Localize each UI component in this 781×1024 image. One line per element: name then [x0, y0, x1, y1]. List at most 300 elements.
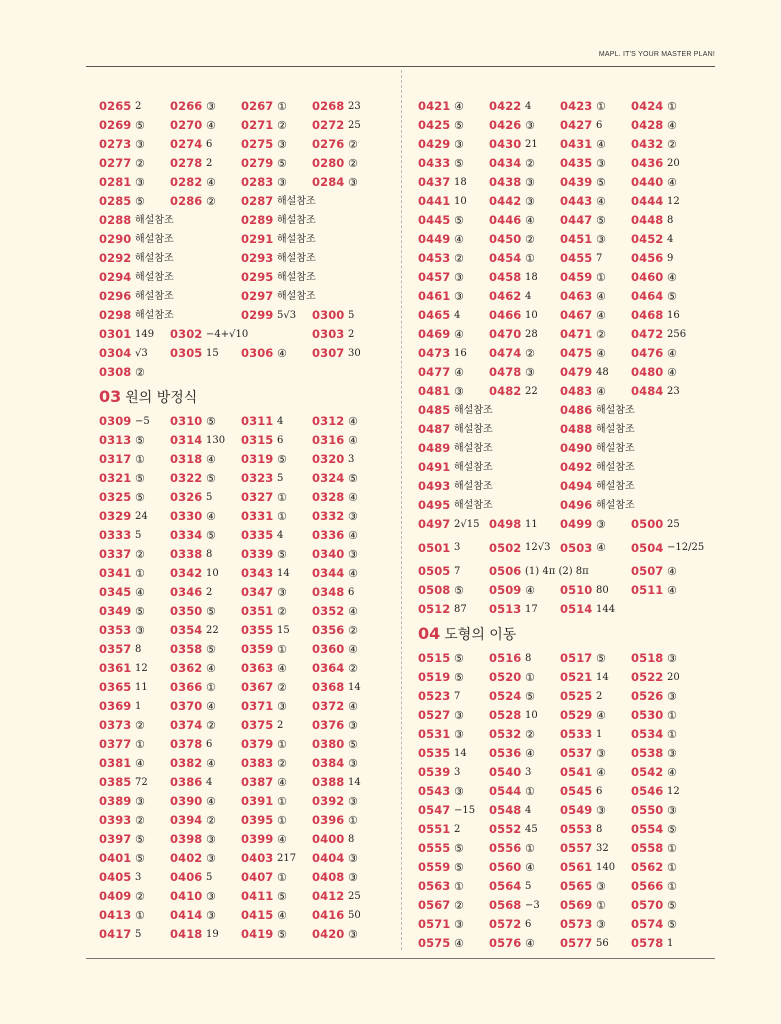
problem-number: 0356	[312, 623, 345, 637]
problem-number: 0501	[418, 541, 451, 555]
answer-value: ⑤	[667, 918, 677, 931]
problem-number: 0382	[170, 756, 203, 770]
problem-number: 0488	[560, 422, 593, 436]
problem-number: 0539	[418, 765, 451, 779]
answer-value: 25	[348, 891, 361, 902]
problem-number: 0368	[312, 680, 345, 694]
answer-value: ②	[596, 328, 606, 341]
problem-number: 0438	[489, 175, 522, 189]
answer-value: 2	[277, 720, 284, 731]
answer-value: ④	[667, 119, 677, 132]
answer-row	[418, 649, 718, 668]
answer-value: 22	[525, 386, 538, 397]
problem-number: 0419	[241, 927, 274, 941]
problem-number: 0510	[560, 583, 593, 597]
problem-number: 0349	[99, 604, 132, 618]
answer-row	[99, 526, 394, 545]
problem-number: 0282	[170, 175, 203, 189]
answer-value: 14	[348, 777, 361, 788]
answer-row	[99, 116, 394, 135]
problem-number: 0503	[560, 541, 593, 555]
problem-number: 0548	[489, 803, 522, 817]
answer-value: ⑤	[454, 119, 464, 132]
answer-value: ④	[206, 453, 216, 466]
answer-value: ⑤	[667, 823, 677, 836]
problem-number: 0502	[489, 541, 522, 555]
answer-value: ③	[454, 385, 464, 398]
answer-value: 16	[667, 310, 680, 321]
answer-value: 해설참조	[135, 291, 174, 302]
answer-value: 12	[667, 196, 680, 207]
problem-number: 0293	[241, 251, 274, 265]
problem-number: 0357	[99, 642, 132, 656]
answer-value: 5√3	[277, 310, 297, 321]
answer-value: ③	[525, 366, 535, 379]
problem-number: 0350	[170, 604, 203, 618]
problem-number: 0493	[418, 479, 451, 493]
answer-value: 6	[596, 786, 603, 797]
problem-number: 0343	[241, 566, 274, 580]
problem-number: 0446	[489, 213, 522, 227]
answer-value: 14	[348, 682, 361, 693]
answer-value: 12√3	[525, 542, 551, 553]
problem-number: 0272	[312, 118, 345, 132]
answer-value: 17	[525, 604, 538, 615]
problem-number: 0555	[418, 841, 451, 855]
problem-number: 0456	[631, 251, 664, 265]
problem-number: 0339	[241, 547, 274, 561]
answer-row	[418, 581, 718, 600]
answer-row	[99, 431, 394, 450]
answer-value: ⑤	[348, 472, 358, 485]
answer-value: ③	[454, 918, 464, 931]
answer-value: ①	[667, 880, 677, 893]
answer-value: ②	[277, 681, 287, 694]
problem-number: 0324	[312, 471, 345, 485]
problem-number: 0367	[241, 680, 274, 694]
problem-number: 0517	[560, 651, 593, 665]
answer-value: ⑤	[454, 214, 464, 227]
problem-number: 0410	[170, 889, 203, 903]
problem-number: 0266	[170, 99, 203, 113]
problem-number: 0418	[170, 927, 203, 941]
answer-value: ②	[667, 138, 677, 151]
answer-row	[99, 564, 394, 583]
answer-value: 8	[667, 215, 674, 226]
answer-value: 6	[206, 139, 213, 150]
problem-number: 0492	[560, 460, 593, 474]
answer-value: ④	[277, 662, 287, 675]
answer-value: ①	[135, 738, 145, 751]
problem-number: 0308	[99, 365, 132, 379]
problem-number: 0507	[631, 564, 664, 578]
answer-value: ④	[667, 766, 677, 779]
answer-value: ⑤	[525, 690, 535, 703]
problem-number: 0399	[241, 832, 274, 846]
answer-row	[418, 325, 718, 344]
answer-value: 144	[596, 604, 616, 615]
answer-row	[99, 211, 394, 230]
answer-value: ②	[454, 252, 464, 265]
answer-value: ⑤	[454, 652, 464, 665]
answer-value: ③	[348, 510, 358, 523]
problem-number: 0420	[312, 927, 345, 941]
problem-number: 0528	[489, 708, 522, 722]
problem-number: 0516	[489, 651, 522, 665]
answer-value: 8	[596, 824, 603, 835]
answer-value: ⑤	[277, 453, 287, 466]
answer-row	[418, 801, 718, 820]
problem-number: 0457	[418, 270, 451, 284]
answer-value: 해설참조	[277, 215, 316, 226]
answer-value: 11	[525, 519, 538, 530]
answer-value: ③	[454, 728, 464, 741]
problem-number: 0336	[312, 528, 345, 542]
problem-number: 0285	[99, 194, 132, 208]
top-rule	[86, 66, 715, 67]
problem-number: 0347	[241, 585, 274, 599]
answer-value: 4	[277, 530, 284, 541]
problem-number: 0552	[489, 822, 522, 836]
answer-value: ④	[206, 176, 216, 189]
problem-number: 0527	[418, 708, 451, 722]
answer-row	[418, 877, 718, 896]
problem-number: 0391	[241, 794, 274, 808]
answer-value: ⑤	[135, 195, 145, 208]
problem-number: 0340	[312, 547, 345, 561]
answer-row	[418, 287, 718, 306]
answer-value: (1) 4π (2) 8π	[525, 566, 589, 577]
answer-value: ④	[525, 937, 535, 950]
problem-number: 0330	[170, 509, 203, 523]
answer-row	[418, 534, 718, 562]
answer-value: ③	[454, 709, 464, 722]
answer-row	[418, 458, 718, 477]
problem-number: 0274	[170, 137, 203, 151]
problem-number: 0283	[241, 175, 274, 189]
answer-value: 256	[667, 329, 687, 340]
answer-value: 24	[135, 511, 148, 522]
problem-number: 0303	[312, 327, 345, 341]
problem-number: 0442	[489, 194, 522, 208]
answer-value: 해설참조	[135, 253, 174, 264]
problem-number: 0265	[99, 99, 132, 113]
problem-number: 0309	[99, 414, 132, 428]
problem-number: 0430	[489, 137, 522, 151]
answer-row	[99, 754, 394, 773]
problem-number: 0567	[418, 898, 451, 912]
answer-value: ③	[596, 918, 606, 931]
problem-number: 0556	[489, 841, 522, 855]
problem-number: 0352	[312, 604, 345, 618]
answer-value: ④	[206, 700, 216, 713]
answer-value: 해설참조	[454, 424, 493, 435]
problem-number: 0469	[418, 327, 451, 341]
problem-number: 0519	[418, 670, 451, 684]
problem-number: 0550	[631, 803, 664, 817]
answer-value: ④	[277, 347, 287, 360]
problem-number: 0470	[489, 327, 522, 341]
problem-number: 0471	[560, 327, 593, 341]
answer-value: ①	[667, 728, 677, 741]
answer-value: ⑤	[206, 529, 216, 542]
problem-number: 0509	[489, 583, 522, 597]
problem-number: 0380	[312, 737, 345, 751]
answer-value: 해설참조	[135, 215, 174, 226]
problem-number: 0407	[241, 870, 274, 884]
problem-number: 0374	[170, 718, 203, 732]
problem-number: 0424	[631, 99, 664, 113]
problem-number: 0520	[489, 670, 522, 684]
problem-number: 0390	[170, 794, 203, 808]
answer-row	[99, 344, 394, 363]
problem-number: 0484	[631, 384, 664, 398]
answer-value: ②	[348, 157, 358, 170]
problem-number: 0523	[418, 689, 451, 703]
answer-value: ⑤	[454, 584, 464, 597]
problem-number: 0394	[170, 813, 203, 827]
problem-number: 0411	[241, 889, 274, 903]
answer-value: ③	[454, 290, 464, 303]
answer-value: 1	[667, 938, 674, 949]
answer-row	[418, 687, 718, 706]
answer-value: 19	[206, 929, 219, 940]
problem-number: 0306	[241, 346, 274, 360]
problem-number: 0315	[241, 433, 274, 447]
answer-value: ①	[135, 567, 145, 580]
problem-number: 0302	[170, 327, 203, 341]
answer-value: ②	[135, 814, 145, 827]
answer-value: ③	[206, 890, 216, 903]
answer-value: ④	[667, 584, 677, 597]
answer-value: 18	[454, 177, 467, 188]
problem-number: 0544	[489, 784, 522, 798]
answer-row	[99, 583, 394, 602]
problem-number: 0398	[170, 832, 203, 846]
answer-value: ⑤	[135, 434, 145, 447]
answer-value: 217	[277, 853, 297, 864]
problem-number: 0312	[312, 414, 345, 428]
problem-number: 0365	[99, 680, 132, 694]
problem-number: 0346	[170, 585, 203, 599]
answer-value: ①	[277, 738, 287, 751]
answer-value: ⑤	[596, 652, 606, 665]
problem-number: 0537	[560, 746, 593, 760]
answer-row	[99, 154, 394, 173]
problem-number: 0406	[170, 870, 203, 884]
answer-value: ②	[135, 719, 145, 732]
answer-row	[99, 849, 394, 868]
answer-value: ⑤	[135, 852, 145, 865]
answer-value: 4	[206, 777, 213, 788]
answer-value: ④	[454, 366, 464, 379]
answer-value: 해설참조	[277, 291, 316, 302]
answer-row	[99, 773, 394, 792]
answer-value: ③	[206, 833, 216, 846]
answer-value: ④	[667, 366, 677, 379]
problem-number: 0412	[312, 889, 345, 903]
answer-value: ③	[206, 852, 216, 865]
answer-value: 5	[525, 881, 532, 892]
answer-row	[99, 507, 394, 526]
answer-value: ⑤	[206, 643, 216, 656]
problem-number: 0436	[631, 156, 664, 170]
answer-value: ③	[277, 138, 287, 151]
answer-row	[99, 716, 394, 735]
answer-value: ②	[277, 605, 287, 618]
problem-number: 0474	[489, 346, 522, 360]
answer-value: ④	[454, 937, 464, 950]
answer-value: 3	[525, 767, 532, 778]
problem-number: 0338	[170, 547, 203, 561]
answer-value: ④	[667, 565, 677, 578]
answer-value: ①	[277, 643, 287, 656]
problem-number: 0468	[631, 308, 664, 322]
problem-number: 0499	[560, 517, 593, 531]
problem-number: 0278	[170, 156, 203, 170]
problem-number: 0536	[489, 746, 522, 760]
problem-number: 0311	[241, 414, 274, 428]
problem-number: 0577	[560, 936, 593, 950]
problem-number: 0452	[631, 232, 664, 246]
problem-number: 0307	[312, 346, 345, 360]
problem-number: 0353	[99, 623, 132, 637]
answer-row	[418, 344, 718, 363]
answer-value: ①	[525, 785, 535, 798]
problem-number: 0433	[418, 156, 451, 170]
answer-value: √3	[135, 348, 148, 359]
answer-value: 22	[206, 625, 219, 636]
problem-number: 0455	[560, 251, 593, 265]
answer-row	[99, 868, 394, 887]
answer-value: 6	[596, 120, 603, 131]
answer-value: 10	[206, 568, 219, 579]
problem-number: 0322	[170, 471, 203, 485]
problem-number: 0450	[489, 232, 522, 246]
problem-number: 0441	[418, 194, 451, 208]
answer-value: 4	[525, 291, 532, 302]
answer-value: 4	[525, 101, 532, 112]
problem-number: 0392	[312, 794, 345, 808]
problem-number: 0485	[418, 403, 451, 417]
problem-number: 0463	[560, 289, 593, 303]
problem-number: 0575	[418, 936, 451, 950]
problem-number: 0366	[170, 680, 203, 694]
problem-number: 0460	[631, 270, 664, 284]
answer-value: 10	[525, 710, 538, 721]
answer-value: ⑤	[206, 415, 216, 428]
problem-number: 0297	[241, 289, 274, 303]
problem-number: 0429	[418, 137, 451, 151]
answer-value: 6	[206, 739, 213, 750]
answer-value: 11	[135, 682, 148, 693]
answer-value: 2	[206, 587, 213, 598]
answer-value: ②	[525, 728, 535, 741]
answer-value: ④	[525, 747, 535, 760]
answer-value: ①	[454, 880, 464, 893]
problem-number: 0276	[312, 137, 345, 151]
problem-number: 0348	[312, 585, 345, 599]
answer-value: 18	[525, 272, 538, 283]
problem-number: 0369	[99, 699, 132, 713]
problem-number: 0576	[489, 936, 522, 950]
problem-number: 0316	[312, 433, 345, 447]
answer-value: 23	[667, 386, 680, 397]
answer-row	[99, 545, 394, 564]
answer-value: ④	[206, 662, 216, 675]
answer-value: ③	[277, 176, 287, 189]
problem-number: 0562	[631, 860, 664, 874]
problem-number: 0389	[99, 794, 132, 808]
problem-number: 0538	[631, 746, 664, 760]
problem-number: 0569	[560, 898, 593, 912]
answer-value: 1	[596, 729, 603, 740]
problem-number: 0532	[489, 727, 522, 741]
problem-number: 0486	[560, 403, 593, 417]
answer-value: ④	[596, 290, 606, 303]
problem-number: 0543	[418, 784, 451, 798]
problem-number: 0440	[631, 175, 664, 189]
problem-number: 0443	[560, 194, 593, 208]
answer-value: ④	[348, 415, 358, 428]
answer-value: 87	[454, 604, 467, 615]
problem-number: 0462	[489, 289, 522, 303]
problem-number: 0409	[99, 889, 132, 903]
problem-number: 0335	[241, 528, 274, 542]
answer-row	[418, 668, 718, 687]
problem-number: 0540	[489, 765, 522, 779]
answer-value: ⑤	[135, 833, 145, 846]
answer-value: ③	[206, 100, 216, 113]
problem-number: 0449	[418, 232, 451, 246]
answer-value: ④	[454, 233, 464, 246]
answer-value: 2	[135, 101, 142, 112]
problem-number: 0379	[241, 737, 274, 751]
answer-value: ②	[454, 899, 464, 912]
problem-number: 0294	[99, 270, 132, 284]
answer-value: ③	[667, 652, 677, 665]
problem-number: 0497	[418, 517, 451, 531]
answer-value: ②	[135, 548, 145, 561]
answer-value: ③	[596, 518, 606, 531]
problem-number: 0573	[560, 917, 593, 931]
problem-number: 0288	[99, 213, 132, 227]
answer-value: 14	[277, 568, 290, 579]
answer-value: ③	[596, 747, 606, 760]
problem-number: 0565	[560, 879, 593, 893]
problem-number: 0323	[241, 471, 274, 485]
problem-number: 0310	[170, 414, 203, 428]
answer-value: ②	[525, 347, 535, 360]
problem-number: 0574	[631, 917, 664, 931]
answer-value: ⑤	[454, 861, 464, 874]
problem-number: 0526	[631, 689, 664, 703]
section-heading	[418, 619, 718, 649]
answer-value: ⑤	[277, 548, 287, 561]
problem-number: 0475	[560, 346, 593, 360]
problem-number: 0439	[560, 175, 593, 189]
problem-number: 0511	[631, 583, 664, 597]
answer-value: ②	[206, 195, 216, 208]
answer-row	[418, 600, 718, 619]
problem-number: 0481	[418, 384, 451, 398]
problem-number: 0388	[312, 775, 345, 789]
answer-value: 8	[348, 834, 355, 845]
answer-value: ⑤	[454, 671, 464, 684]
answer-value: 해설참조	[596, 462, 635, 473]
answer-value: ③	[667, 747, 677, 760]
problem-number: 0553	[560, 822, 593, 836]
